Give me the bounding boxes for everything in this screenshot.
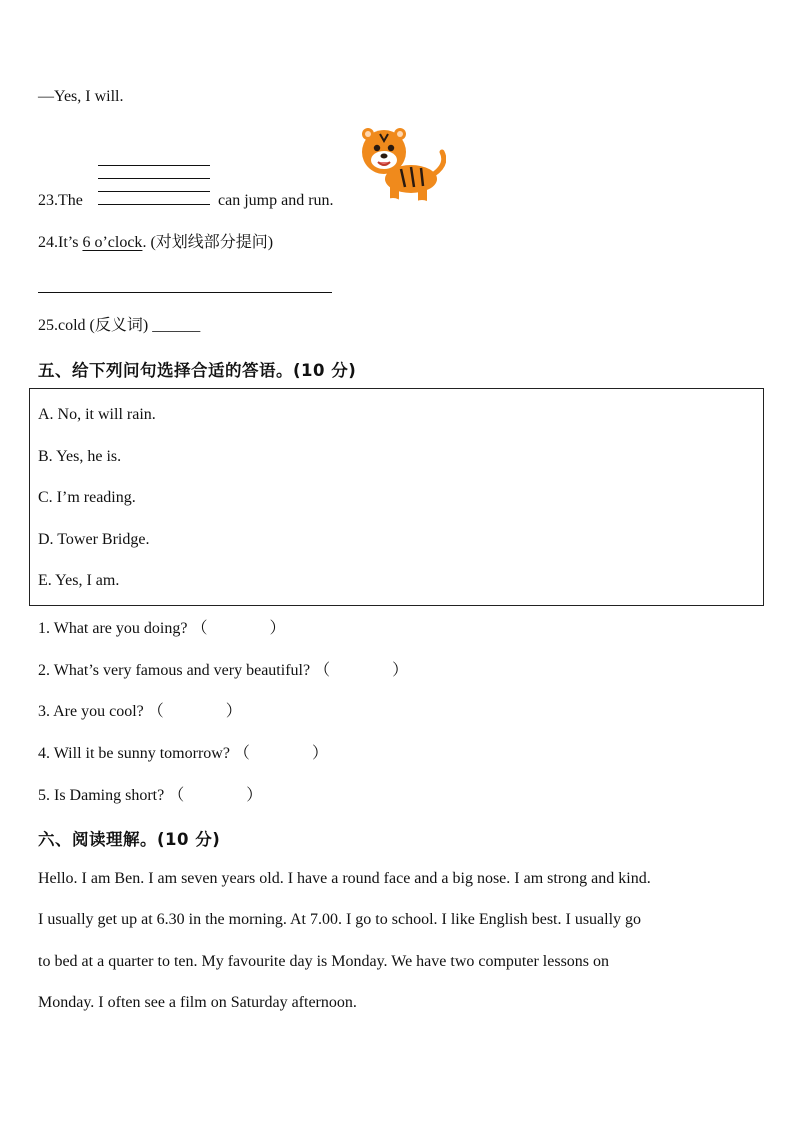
previous-answer: —Yes, I will. [38, 88, 124, 105]
option-b: B. Yes, he is. [38, 448, 122, 465]
question-4-text: 4. Will it be sunny tomorrow? （ [38, 745, 250, 762]
q24-suffix: . (对划线部分提问) [142, 234, 274, 251]
close-paren-4: ） [311, 745, 328, 762]
question-2 [38, 661, 408, 681]
passage-line-3: to bed at a quarter to ten. My favourite day is Monday. We have two computer lessons on [38, 953, 610, 970]
passage-line-1: Hello. I am Ben. I am seven years old. I have a round face and a big nose. I am strong and kind. [38, 870, 651, 887]
tiger-illustration [356, 124, 446, 210]
q23-line-1 [98, 165, 210, 166]
q24-prefix: 24.It’s [38, 234, 83, 251]
question-3 [38, 702, 242, 722]
passage-line-4: Monday. I often see a film on Saturday afternoon. [38, 994, 357, 1011]
q24-underlined: 6 o’clock [82, 234, 143, 251]
section5-heading: 五、给下列问句选择合适的答语。(10 分) [38, 361, 357, 380]
question-2-text: 2. What’s very famous and very beautiful? （ [38, 662, 331, 679]
q25: 25.cold (反义词) ______ [38, 317, 201, 334]
close-paren-3: ） [225, 703, 242, 720]
option-a: A. No, it will rain. [38, 406, 156, 423]
q23-line-2 [98, 178, 210, 179]
q24 [38, 233, 273, 253]
close-paren-1: ） [269, 620, 286, 637]
close-paren-5: ） [246, 787, 263, 804]
question-5 [38, 786, 262, 806]
option-c: C. I’m reading. [38, 489, 136, 506]
q24-answer-line[interactable] [38, 292, 332, 293]
q23-tail: can jump and run. [218, 192, 334, 209]
question-1 [38, 619, 285, 639]
q23-number: 23.The [38, 192, 83, 209]
passage-line-2: I usually get up at 6.30 in the morning. At 7.00. I go to school. I like English best. I usually go [38, 911, 642, 928]
section6-heading: 六、阅读理解。(10 分) [38, 830, 221, 849]
q23-line-3 [98, 191, 210, 192]
q23-line-4 [98, 204, 210, 205]
option-d: D. Tower Bridge. [38, 531, 150, 548]
question-4 [38, 744, 328, 764]
question-1-text: 1. What are you doing? （ [38, 620, 208, 637]
close-paren-2: ） [392, 662, 409, 679]
option-e: E. Yes, I am. [38, 572, 120, 589]
question-5-text: 5. Is Daming short? （ [38, 787, 185, 804]
question-3-text: 3. Are you cool? （ [38, 703, 164, 720]
